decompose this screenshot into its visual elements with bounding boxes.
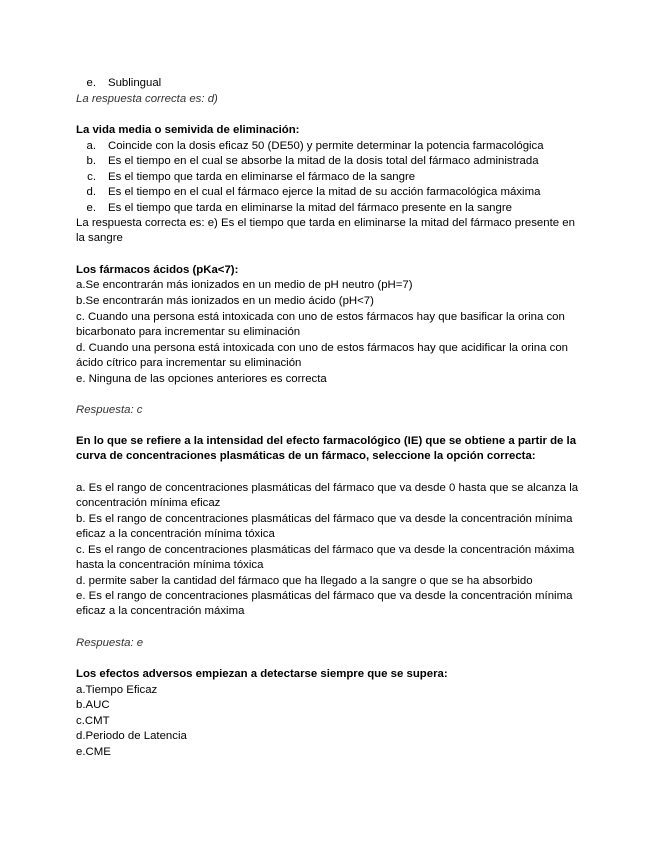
option-marker: b. xyxy=(86,155,96,167)
q1-answer: La respuesta correcta es: e) Es el tiempo que tarda en eliminarse la mitad del fármaco presente en la sangre xyxy=(76,217,575,245)
q1-option-c xyxy=(76,170,586,185)
q0-option-e xyxy=(76,76,586,91)
option-text: Es el tiempo que tarda en eliminarse la mitad del fármaco presente en la sangre xyxy=(108,202,512,214)
q1-option-e xyxy=(76,201,586,216)
option-text: Sublingual xyxy=(108,77,162,89)
q2-option-d: d. Cuando una persona está intoxicada con uno de estos fármacos hay que acidificar la orina con ácido cítrico para incrementar su eliminación xyxy=(76,342,569,370)
option-text: Es el tiempo en el cual el fármaco ejerce la mitad de su acción farmacológica máxima xyxy=(108,186,541,198)
q3-option-c: c. Es el rango de concentraciones plasmáticas del fármaco que va desde la concentración máxima hasta la concentración mínima tóxica xyxy=(76,544,575,572)
q2-option-b: b.Se encontrarán más ionizados en un medio ácido (pH<7) xyxy=(76,295,374,307)
q1-option-b xyxy=(76,154,586,169)
q4-option-e: e.CME xyxy=(76,746,111,758)
q3-option-e: e. Es el rango de concentraciones plasmáticas del fármaco que va desde la concentración mínima eficaz a la concentración máxima xyxy=(76,590,573,618)
q3-answer: Respuesta: e xyxy=(76,637,144,649)
option-marker: d. xyxy=(86,186,96,198)
option-text: Es el tiempo en el cual se absorbe la mitad de la dosis total del fármaco administrada xyxy=(108,155,539,167)
q2-option-c: c. Cuando una persona está intoxicada con uno de estos fármacos hay que basificar la orina con bicarbonato para incrementar su eliminación xyxy=(76,311,565,339)
q2-option-e: e. Ninguna de las opciones anteriores es correcta xyxy=(76,373,327,385)
option-marker: a. xyxy=(86,140,96,152)
q4-option-b: b.AUC xyxy=(76,699,110,711)
option-marker: e. xyxy=(86,202,96,214)
option-marker: c. xyxy=(87,171,96,183)
option-text: Coincide con la dosis eficaz 50 (DE50) y permite determinar la potencia farmacológica xyxy=(108,140,544,152)
option-text: Es el tiempo que tarda en eliminarse el fármaco de la sangre xyxy=(108,171,416,183)
q3-option-b: b. Es el rango de concentraciones plasmáticas del fármaco que va desde la concentración mínima eficaz a la concentración mínima tóxica xyxy=(76,513,573,541)
q0-answer: La respuesta correcta es: d) xyxy=(76,93,218,105)
q2-title: Los fármacos ácidos (pKa<7): xyxy=(76,264,239,276)
q4-option-d: d.Periodo de Latencia xyxy=(76,730,187,742)
option-marker: e. xyxy=(86,77,96,89)
q1-option-a xyxy=(76,139,586,154)
q4-title: Los efectos adversos empiezan a detectarse siempre que se supera: xyxy=(76,668,448,680)
q2-answer: Respuesta: c xyxy=(76,404,143,416)
q2-option-a: a.Se encontrarán más ionizados en un medio de pH neutro (pH=7) xyxy=(76,279,413,291)
q1-title: La vida media o semivida de eliminación: xyxy=(76,124,300,136)
q4-option-a: a.Tiempo Eficaz xyxy=(76,684,158,696)
q4-option-c: c.CMT xyxy=(76,715,110,727)
q3-option-d: d. permite saber la cantidad del fármaco que ha llegado a la sangre o que se ha absorbido xyxy=(76,575,533,587)
q3-option-a: a. Es el rango de concentraciones plasmáticas del fármaco que va desde 0 hasta que se alcanza la concentración mínima eficaz xyxy=(76,482,579,510)
q3-title: En lo que se refiere a la intensidad del efecto farmacológico (IE) que se obtiene a partir de la curva de concentraciones plasmáticas de un fármaco, seleccione la opción correcta: xyxy=(76,435,577,463)
q1-option-d xyxy=(76,185,586,200)
